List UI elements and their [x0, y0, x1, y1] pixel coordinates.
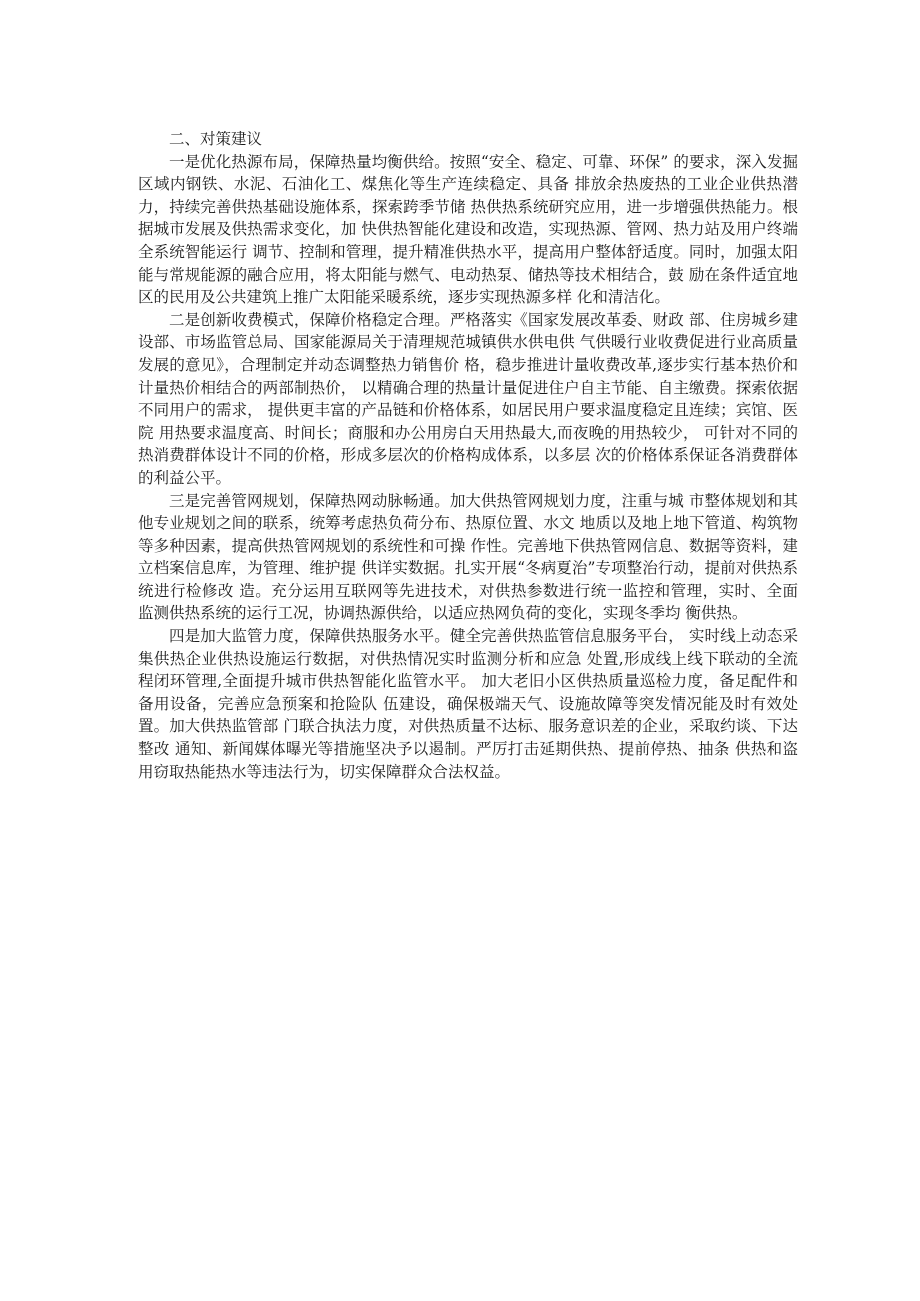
paragraph-supervision: 四是加大监管力度，保障供热服务水平。健全完善供热监管信息服务平台， 实时线上动态采集供热企业供热设施运行数据，对供热情况实时监测分析和应急 处置,形成线上线下联动的全流程闭环管理,全面提升城市供热智能化监管水平。 加大老旧小区供热质量巡检力度，备足配件和备用设备，完善应急预案和抢险队 伍建设，确保极端天气、设施故障等突发情况能及时有效处置。加大供热监管部 门联合执法力度，对供热质量不达标、服务意识差的企业，采取约谈、下达整改 通知、新闻媒体曝光等措施坚决予以遏制。严厉打击延期供热、提前停热、抽条 供热和盗用窃取热能热水等违法行为，切实保障群众合法权益。 — [138, 627, 798, 781]
paragraph-heat-source-layout: 一是优化热源布局，保障热量均衡供给。按照“安全、稳定、可靠、环保” 的要求，深入发掘区域内钢铁、水泥、石油化工、煤焦化等生产连续稳定、具备 排放余热废热的工业企业供热潜力，持续完善供热基础设施体系，探索跨季节储 热供热系统研究应用，进一步增强供热能力。根据城市发展及供热需求变化，加 快供热智能化建设和改造，实现热源、管网、热力站及用户终端全系统智能运行 调节、控制和管理，提升精准供热水平，提高用户整体舒适度。同时，加强太阳 能与常规能源的融合应用，将太阳能与燃气、电动热泵、储热等技术相结合，鼓 励在条件适宜地区的民用及公共建筑上推广太阳能采暖系统，逐步实现热源多样 化和清洁化。 — [138, 152, 798, 307]
paragraph-pipe-network: 三是完善管网规划，保障热网动脉畅通。加大供热管网规划力度，注重与城 市整体规划和其他专业规划之间的联系，统筹考虑热负荷分布、热原位置、水文 地质以及地上地下管道、构筑物等多种因素，提高供热管网规划的系统性和可操 作性。完善地下供热管网信息、数据等资料，建立档案信息库，为管理、维护提 供详实数据。扎实开展“冬病夏治”专项整治行动，提前对供热系统进行检修改 造。充分运用互联网等先进技术，对供热参数进行统一监控和管理，实时、全面 监测供热系统的运行工况，协调热源供给，以适应热网负荷的变化，实现冬季均 衡供热。 — [138, 491, 798, 623]
paragraph-fee-model: 二是创新收费模式，保障价格稳定合理。严格落实《国家发展改革委、财政 部、住房城乡建设部、市场监管总局、国家能源局关于清理规范城镇供水供电供 气供暖行业收费促进行业高质量发展的意见》，合理制定并动态调整热力销售价 格，稳步推进计量收费改革,逐步实行基本热价和计量热价相结合的两部制热价， 以精确合理的热量计量促进住户自主节能、自主缴费。探索依据不同用户的需求， 提供更丰富的产品链和价格体系，如居民用户要求温度稳定且连续；宾馆、医院 用热要求温度高、时间长；商服和办公用房白天用热最大,而夜晚的用热较少， 可针对不同的热消费群体设计不同的价格，形成多层次的价格构成体系，以多层 次的价格体系保证各消费群体的利益公平。 — [138, 310, 798, 487]
section-heading: 二、对策建议 — [169, 130, 263, 148]
document-body — [138, 128, 798, 783]
